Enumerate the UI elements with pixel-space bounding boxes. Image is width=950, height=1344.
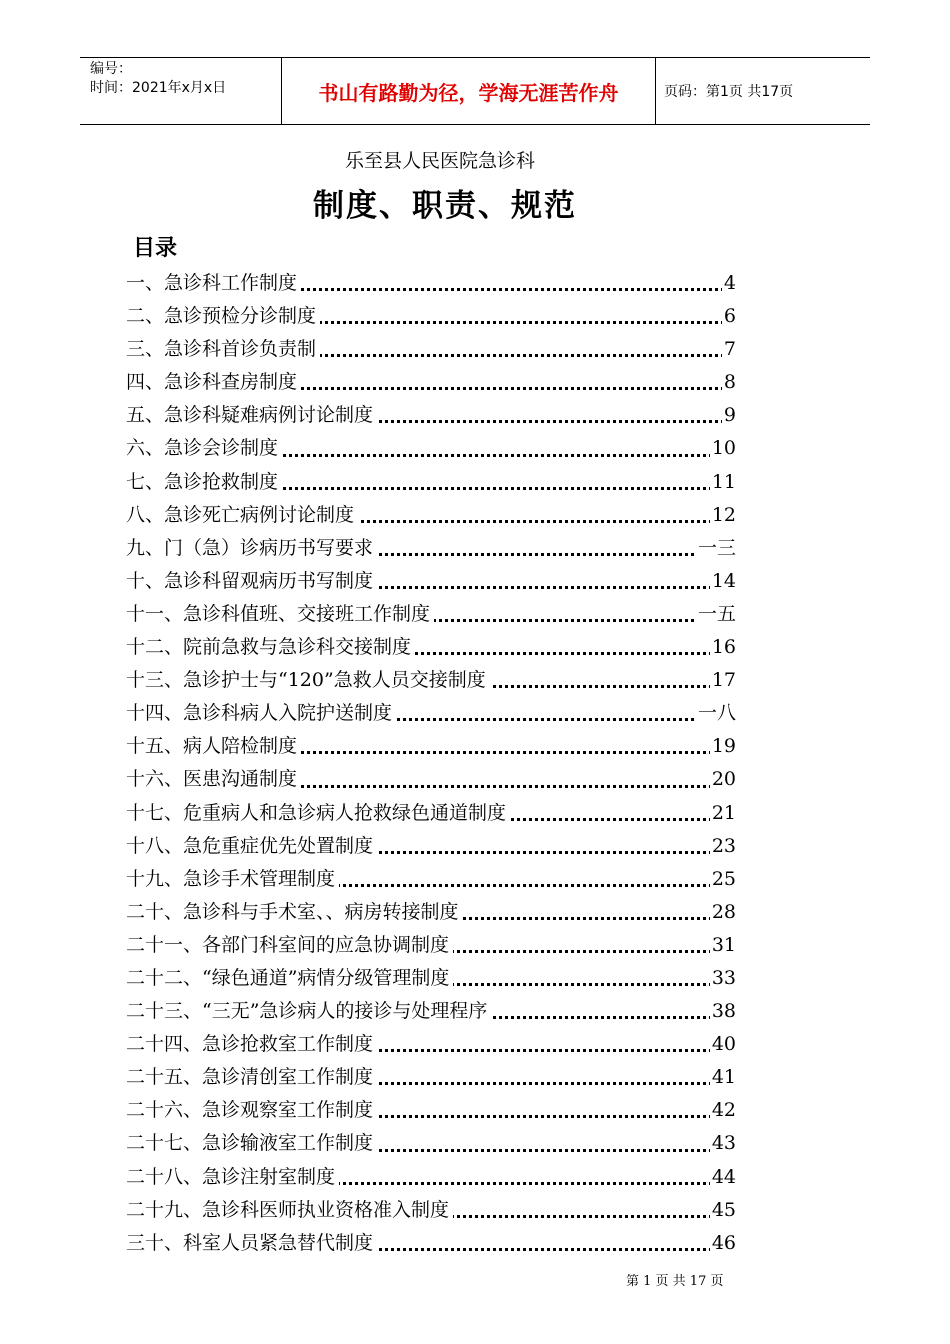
toc-entry-page: 25 (710, 863, 736, 896)
toc-entry (126, 763, 736, 796)
toc-entry-page: 7 (722, 333, 736, 366)
toc-entry-title: 十五、病人陪检制度 (126, 730, 301, 763)
toc-entry-page: 16 (710, 631, 736, 664)
doc-code-label: 编号： (90, 61, 132, 77)
toc-entry (126, 1094, 736, 1127)
toc-entry-title: 二十九、急诊科医师执业资格准入制度 (126, 1194, 453, 1227)
toc-entry-page: 38 (710, 995, 736, 1028)
toc-entry-title: 十一、急诊科值班、交接班工作制度 (126, 598, 434, 631)
toc-entry-title: 十八、急危重症优先处置制度 (126, 830, 377, 863)
toc-entry (126, 1227, 736, 1260)
toc-entry (126, 432, 736, 465)
toc-entry-title: 七、急诊抢救制度 (126, 466, 282, 499)
toc-entry (126, 697, 736, 730)
toc-entry-page: 19 (710, 730, 736, 763)
toc-entry-title: 二十八、急诊注射室制度 (126, 1161, 339, 1194)
toc-entry (126, 863, 736, 896)
toc-entry-title: 十四、急诊科病人入院护送制度 (126, 697, 396, 730)
toc-entry-page: 一三 (696, 532, 736, 565)
toc-entry (126, 1127, 736, 1160)
toc-entry-page: 44 (710, 1161, 736, 1194)
toc-entry-title: 十七、危重病人和急诊病人抢救绿色通道制度 (126, 797, 510, 830)
toc-entry (126, 664, 736, 697)
toc-entry-page: 14 (710, 565, 736, 598)
toc-entry-title: 二十五、急诊清创室工作制度 (126, 1061, 377, 1094)
page-footer: 第 1 页 共 17 页 (626, 1274, 724, 1289)
page-header (80, 57, 870, 125)
toc-entry-page: 41 (710, 1061, 736, 1094)
toc-entry-page: 43 (710, 1127, 736, 1160)
toc-entry-page: 21 (710, 797, 736, 830)
toc-entry-title: 二十七、急诊输液室工作制度 (126, 1127, 377, 1160)
toc-entry-title: 三、急诊科首诊负责制 (126, 333, 320, 366)
toc-heading: 目录 (133, 236, 178, 261)
toc-entry (126, 532, 736, 565)
toc-entry-title: 三十、科室人员紧急替代制度 (126, 1227, 377, 1260)
toc-entry (126, 631, 736, 664)
toc-entry (126, 730, 736, 763)
toc-entry (126, 962, 736, 995)
toc-entry-title: 二十、急诊科与手术室、、病房转接制度 (126, 896, 463, 929)
toc-entry (126, 565, 736, 598)
toc-entry-page: 17 (710, 664, 736, 697)
toc-entry (126, 333, 736, 366)
toc-entry (126, 830, 736, 863)
toc-entry-title: 十二、院前急救与急诊科交接制度 (126, 631, 415, 664)
toc-entry (126, 896, 736, 929)
toc-entry (126, 929, 736, 962)
toc-entry-title: 二十六、急诊观察室工作制度 (126, 1094, 377, 1127)
toc-entry (126, 1061, 736, 1094)
toc-entry-title: 六、急诊会诊制度 (126, 432, 282, 465)
toc-entry (126, 598, 736, 631)
toc-entry-page: 6 (722, 300, 736, 333)
toc-entry-title: 十、急诊科留观病历书写制度 (126, 565, 377, 598)
toc-entry (126, 995, 736, 1028)
toc-entry-page: 31 (710, 929, 736, 962)
toc-entry (126, 300, 736, 333)
toc-entry-title: 十三、急诊护士与“120”急救人员交接制度 (126, 664, 490, 697)
department-name: 乐至县人民医院急诊科 (344, 150, 535, 172)
table-of-contents (126, 267, 736, 1260)
toc-entry-title: 四、急诊科查房制度 (126, 366, 301, 399)
toc-entry-title: 五、急诊科疑难病例讨论制度 (126, 399, 377, 432)
toc-entry (126, 366, 736, 399)
toc-entry-page: 8 (722, 366, 736, 399)
toc-entry-page: 46 (710, 1227, 736, 1260)
header-page-info: 页码：第1页 共17页 (664, 84, 794, 100)
toc-entry-title: 二十三、“三无”急诊病人的接诊与处理程序 (126, 995, 491, 1028)
header-motto: 书山有路勤为径，学海无涯苦作舟 (282, 58, 656, 124)
toc-entry-title: 十六、医患沟通制度 (126, 763, 301, 796)
toc-entry-title: 九、门（急）诊病历书写要求 (126, 532, 377, 565)
toc-entry (126, 797, 736, 830)
toc-entry (126, 499, 736, 532)
toc-entry (126, 1161, 736, 1194)
toc-entry-page: 12 (710, 499, 736, 532)
toc-entry-page: 一八 (696, 697, 736, 730)
toc-entry-page: 4 (722, 267, 736, 300)
doc-time-label: 时间：2021年x月x日 (90, 80, 227, 96)
toc-entry-page: 45 (710, 1194, 736, 1227)
toc-entry (126, 1194, 736, 1227)
toc-entry-title: 二、急诊预检分诊制度 (126, 300, 320, 333)
toc-entry-title: 二十一、各部门科室间的应急协调制度 (126, 929, 453, 962)
toc-entry-title: 一、急诊科工作制度 (126, 267, 301, 300)
header-meta-cell (80, 58, 282, 124)
toc-entry-page: 33 (710, 962, 736, 995)
toc-entry-title: 八、急诊死亡病例讨论制度 (126, 499, 358, 532)
document-title: 制度、职责、规范 (313, 188, 577, 224)
toc-entry-page: 42 (710, 1094, 736, 1127)
toc-entry-page: 9 (722, 399, 736, 432)
toc-entry (126, 399, 736, 432)
toc-entry-title: 二十四、急诊抢救室工作制度 (126, 1028, 377, 1061)
toc-entry-page: 28 (710, 896, 736, 929)
toc-entry-page: 40 (710, 1028, 736, 1061)
toc-entry-page: 20 (710, 763, 736, 796)
toc-entry-title: 二十二、“绿色通道”病情分级管理制度 (126, 962, 453, 995)
toc-entry-page: 10 (710, 432, 736, 465)
toc-entry-page: 11 (710, 466, 736, 499)
toc-entry (126, 267, 736, 300)
toc-entry-page: 一五 (696, 598, 736, 631)
toc-entry-page: 23 (710, 830, 736, 863)
toc-entry (126, 1028, 736, 1061)
toc-entry-title: 十九、急诊手术管理制度 (126, 863, 339, 896)
toc-entry (126, 466, 736, 499)
